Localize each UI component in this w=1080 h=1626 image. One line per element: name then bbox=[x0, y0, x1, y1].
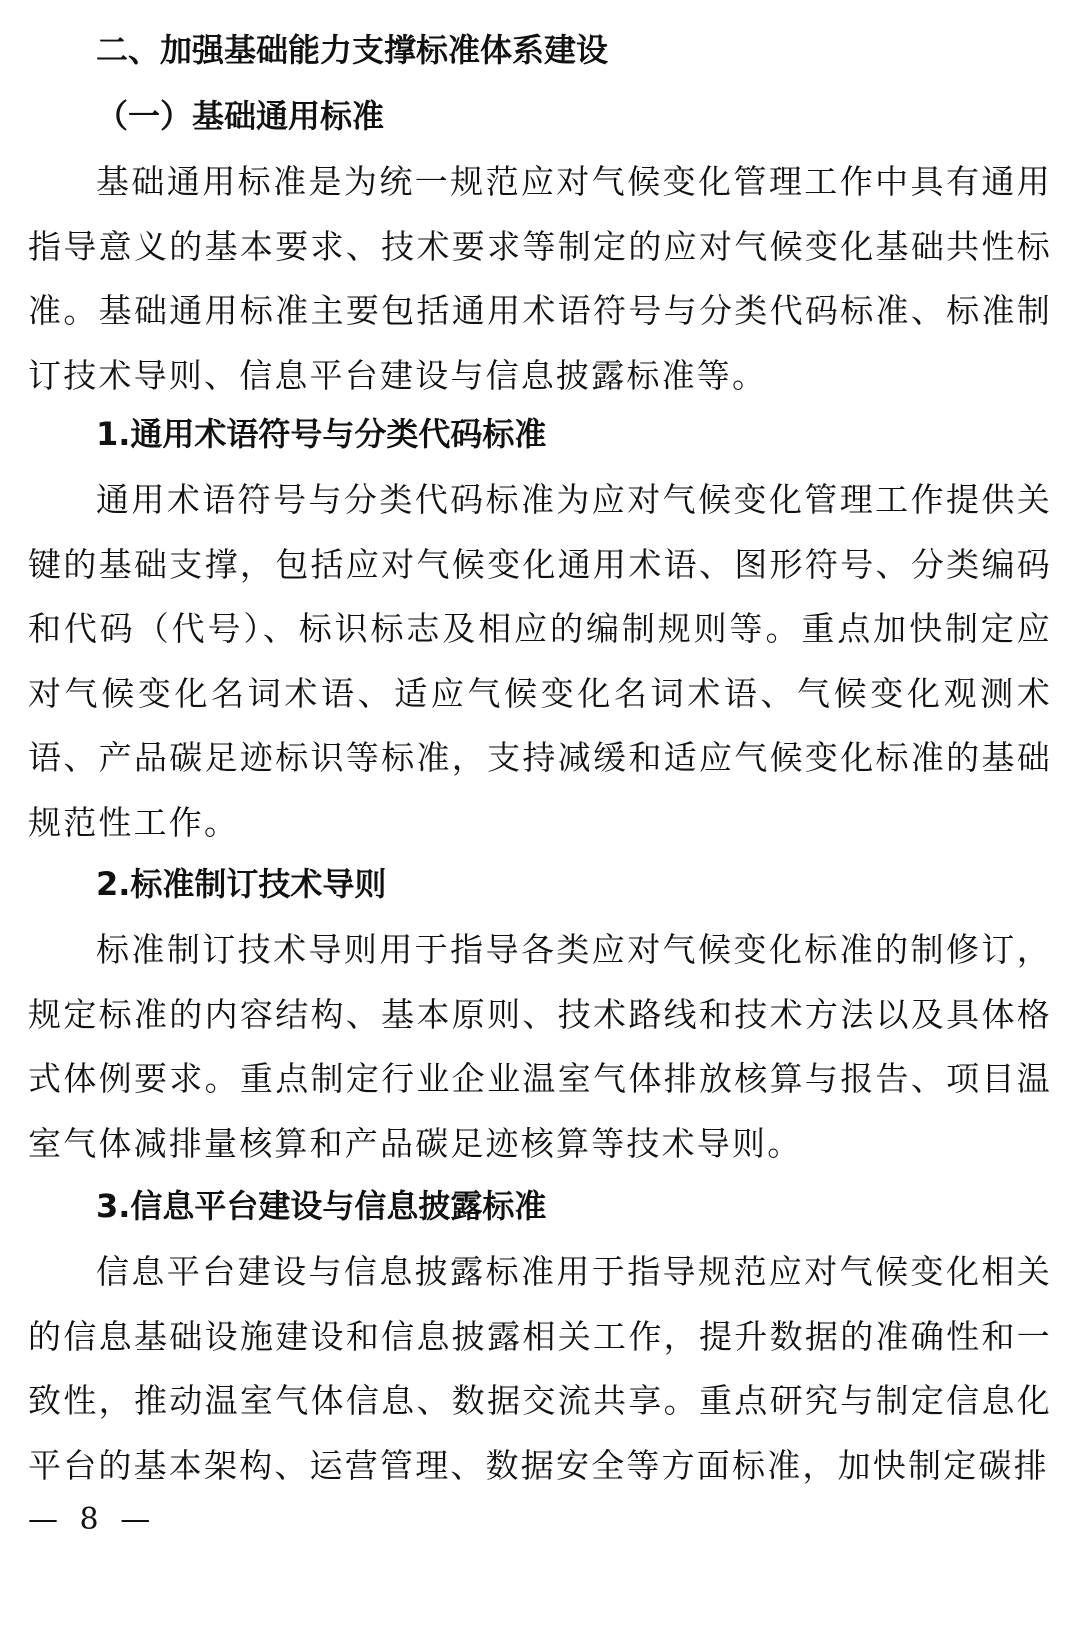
item-3-body: 信息平台建设与信息披露标准用于指导规范应对气候变化相关的信息基础设施建设和信息披露相关工作，提升数据的准确性和一致性，推动温室气体信息、数据交流共享。重点研究与制定信息化平台的基本架构、运营管理、数据安全等方面标准，加快制定碳排 bbox=[28, 1252, 1052, 1485]
item-2-title: 2.标准制订技术导则 bbox=[96, 865, 387, 903]
item-2-body: 标准制订技术导则用于指导各类应对气候变化标准的制修订，规定标准的内容结构、基本原则、技术路线和技术方法以及具体格式体例要求。重点制定行业企业温室气体排放核算与报告、项目温室气体减排量核算和产品碳足迹核算等技术导则。 bbox=[28, 930, 1052, 1163]
intro-paragraph: 基础通用标准是为统一规范应对气候变化管理工作中具有通用指导意义的基本要求、技术要求等制定的应对气候变化基础共性标准。基础通用标准主要包括通用术语符号与分类代码标准、标准制订技术导则、信息平台建设与信息披露标准等。 bbox=[28, 162, 1052, 395]
section-title: 二、加强基础能力支撑标准体系建设 bbox=[96, 31, 609, 69]
document-page bbox=[28, 0, 1052, 1626]
item-1-body: 通用术语符号与分类代码标准为应对气候变化管理工作提供关键的基础支撑，包括应对气候变化通用术语、图形符号、分类编码和代码（代号）、标识标志及相应的编制规则等。重点加快制定应对气候变化名词术语、适应气候变化名词术语、气候变化观测术语、产品碳足迹标识等标准，支持减缓和适应气候变化标准的基础规范性工作。 bbox=[28, 480, 1052, 842]
footer-dash-right: — bbox=[120, 1502, 151, 1537]
item-3-title: 3.信息平台建设与信息披露标准 bbox=[96, 1187, 547, 1225]
page-footer bbox=[28, 1500, 150, 1540]
page-number: 8 bbox=[79, 1502, 99, 1537]
subsection-title: （一）基础通用标准 bbox=[96, 97, 385, 135]
item-1-title: 1.通用术语符号与分类代码标准 bbox=[96, 415, 547, 453]
footer-dash-left: — bbox=[28, 1502, 58, 1537]
